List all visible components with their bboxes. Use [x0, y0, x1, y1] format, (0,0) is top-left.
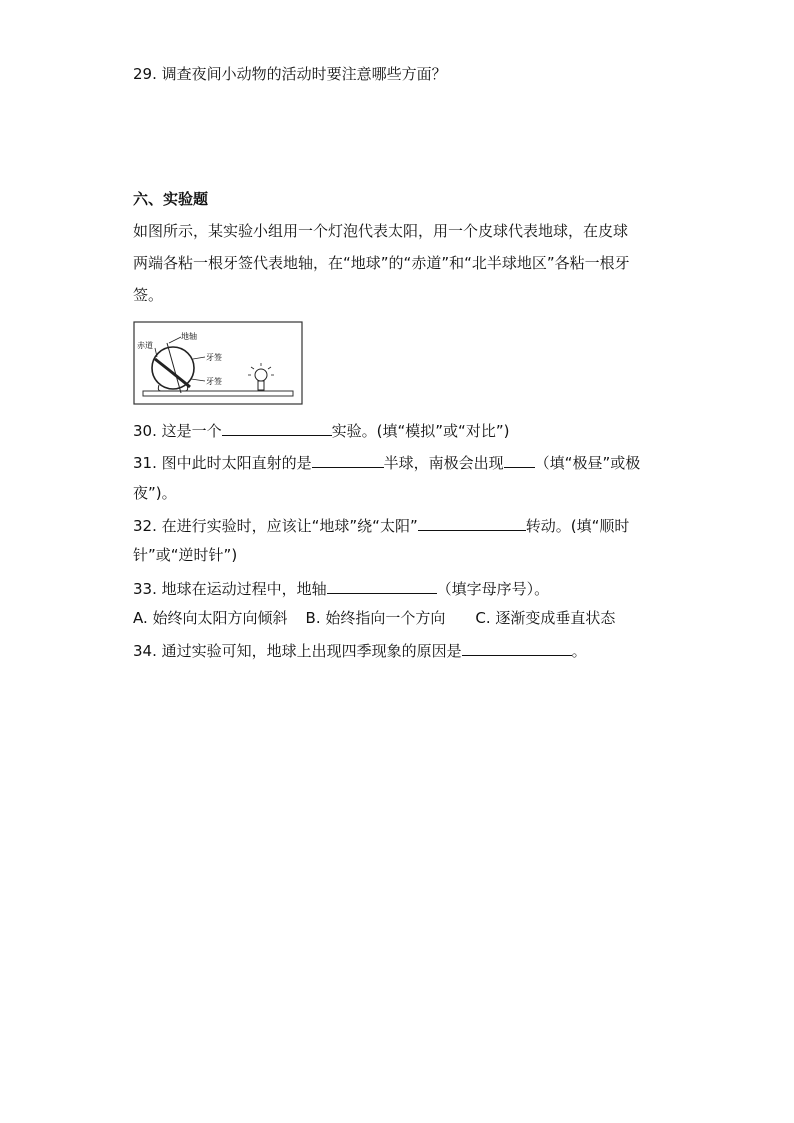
- question-number: 29.: [133, 65, 157, 83]
- question-text: 通过实验可知，地球上出现四季现象的原因是: [161, 642, 462, 660]
- answer-blank[interactable]: [327, 577, 437, 594]
- label-toothpick-2: 牙签: [206, 377, 222, 386]
- question-number: 32.: [133, 517, 157, 535]
- question-text: 半球，南极会出现: [383, 454, 504, 472]
- question-number: 33.: [133, 580, 157, 598]
- question-30: [133, 419, 509, 441]
- question-text: 在进行实验时，应该让“地球”绕“太阳”: [161, 517, 418, 535]
- option-a[interactable]: A. 始终向太阳方向倾斜: [133, 609, 288, 627]
- experiment-figure: [133, 321, 303, 405]
- intro-line-1: 如图所示，某实验小组用一个灯泡代表太阳，用一个皮球代表地球，在皮球: [133, 222, 629, 240]
- label-toothpick-1: 牙签: [206, 353, 222, 362]
- answer-blank[interactable]: [462, 639, 572, 656]
- question-31-cont: 夜”)。: [133, 484, 177, 502]
- question-text: 地球在运动过程中，地轴: [161, 580, 327, 598]
- option-b[interactable]: B. 始终指向一个方向: [305, 609, 446, 627]
- question-32-cont: 针”或“逆时针”): [133, 546, 238, 564]
- question-text: 。: [571, 642, 587, 660]
- section-title: 六、实验题: [133, 190, 209, 208]
- intro-line-2: 两端各粘一根牙签代表地轴，在“地球”的“赤道”和“北半球地区”各粘一根牙: [133, 254, 630, 272]
- intro-line-3: 签。: [133, 286, 164, 304]
- question-number: 31.: [133, 454, 157, 472]
- question-number: 30.: [133, 422, 157, 440]
- question-text: 实验。(填“模拟”或“对比”): [331, 422, 510, 440]
- question-number: 34.: [133, 642, 157, 660]
- label-axis: 地轴: [181, 332, 197, 341]
- question-text: 图中此时太阳直射的是: [161, 454, 312, 472]
- question-text: 转动。(填“顺时: [525, 517, 630, 535]
- label-equator: 赤道: [137, 341, 153, 350]
- answer-blank[interactable]: [418, 514, 526, 531]
- question-text: 调查夜间小动物的活动时要注意哪些方面？: [161, 65, 447, 83]
- question-text: （填“极昼”或极: [534, 454, 641, 472]
- question-31: [133, 451, 640, 473]
- question-33-options: [133, 608, 615, 628]
- question-text: 这是一个: [161, 422, 222, 440]
- question-32: [133, 514, 629, 536]
- question-34: [133, 639, 587, 661]
- answer-blank[interactable]: [222, 419, 332, 436]
- question-29: [133, 64, 447, 84]
- answer-blank[interactable]: [504, 451, 535, 468]
- question-33: [133, 577, 549, 599]
- answer-blank[interactable]: [312, 451, 384, 468]
- question-text: （填字母序号）。: [436, 580, 550, 598]
- option-c[interactable]: C. 逐渐变成垂直状态: [475, 609, 616, 627]
